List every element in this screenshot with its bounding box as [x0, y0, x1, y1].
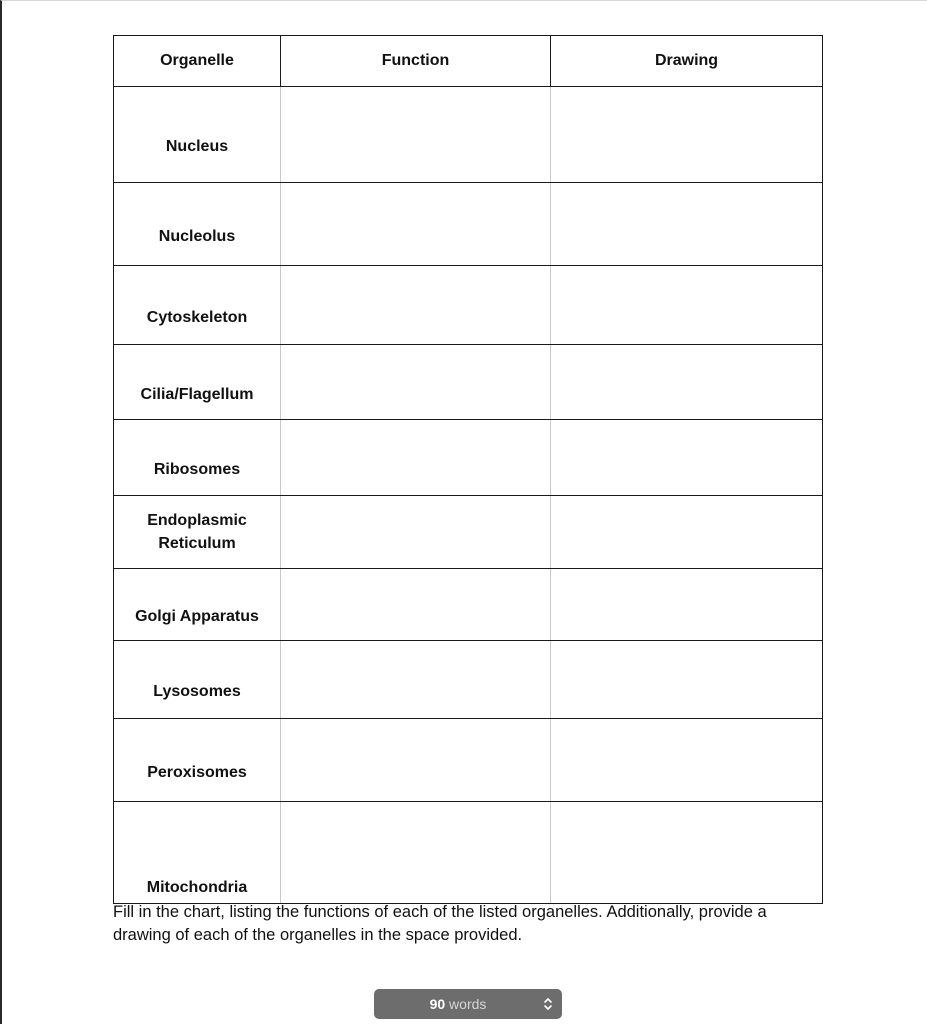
instructions-text: Fill in the chart, listing the functions of each of the listed organelles. Additionally, provide a drawing of each of the organelles in the space provided. [113, 903, 767, 944]
table-row [114, 641, 823, 719]
table-row [114, 266, 823, 345]
header-drawing: Drawing [551, 36, 823, 87]
drawing-cell[interactable] [551, 420, 823, 496]
organelle-name: Cytoskeleton [114, 266, 281, 345]
organelle-name: Peroxisomes [114, 719, 281, 802]
drawing-cell[interactable] [551, 266, 823, 345]
drawing-cell[interactable] [551, 87, 823, 183]
function-cell[interactable] [281, 183, 551, 266]
word-count-button[interactable] [374, 989, 562, 1019]
table-row [114, 345, 823, 420]
drawing-cell[interactable] [551, 496, 823, 569]
organelle-name: Cilia/Flagellum [114, 345, 281, 420]
table-row [114, 183, 823, 266]
function-cell[interactable] [281, 569, 551, 641]
function-cell[interactable] [281, 496, 551, 569]
table-row [114, 802, 823, 904]
table-row [114, 87, 823, 183]
function-cell[interactable] [281, 719, 551, 802]
organelle-name: Endoplasmic Reticulum [114, 496, 281, 569]
drawing-cell[interactable] [551, 719, 823, 802]
drawing-cell[interactable] [551, 641, 823, 719]
table-row [114, 420, 823, 496]
table-row [114, 496, 823, 569]
organelle-name: Nucleolus [114, 183, 281, 266]
organelle-table [113, 35, 823, 904]
drawing-cell[interactable] [551, 802, 823, 904]
drawing-cell[interactable] [551, 183, 823, 266]
table-row [114, 569, 823, 641]
organelle-name: Lysosomes [114, 641, 281, 719]
function-cell[interactable] [281, 266, 551, 345]
word-count-number: 90 [429, 996, 446, 1012]
organelle-name: Golgi Apparatus [114, 569, 281, 641]
header-organelle: Organelle [114, 36, 281, 87]
drawing-cell[interactable] [551, 345, 823, 420]
function-cell[interactable] [281, 802, 551, 904]
organelle-name: Ribosomes [114, 420, 281, 496]
organelle-name: Nucleus [114, 87, 281, 183]
organelle-name: Mitochondria [114, 802, 281, 904]
word-count-label [374, 996, 542, 1012]
table-header-row [114, 36, 823, 87]
function-cell[interactable] [281, 420, 551, 496]
function-cell[interactable] [281, 87, 551, 183]
word-count-unit: words [449, 996, 487, 1012]
chevron-up-down-icon [543, 996, 553, 1012]
header-function: Function [281, 36, 551, 87]
function-cell[interactable] [281, 345, 551, 420]
drawing-cell[interactable] [551, 569, 823, 641]
function-cell[interactable] [281, 641, 551, 719]
table-row [114, 719, 823, 802]
